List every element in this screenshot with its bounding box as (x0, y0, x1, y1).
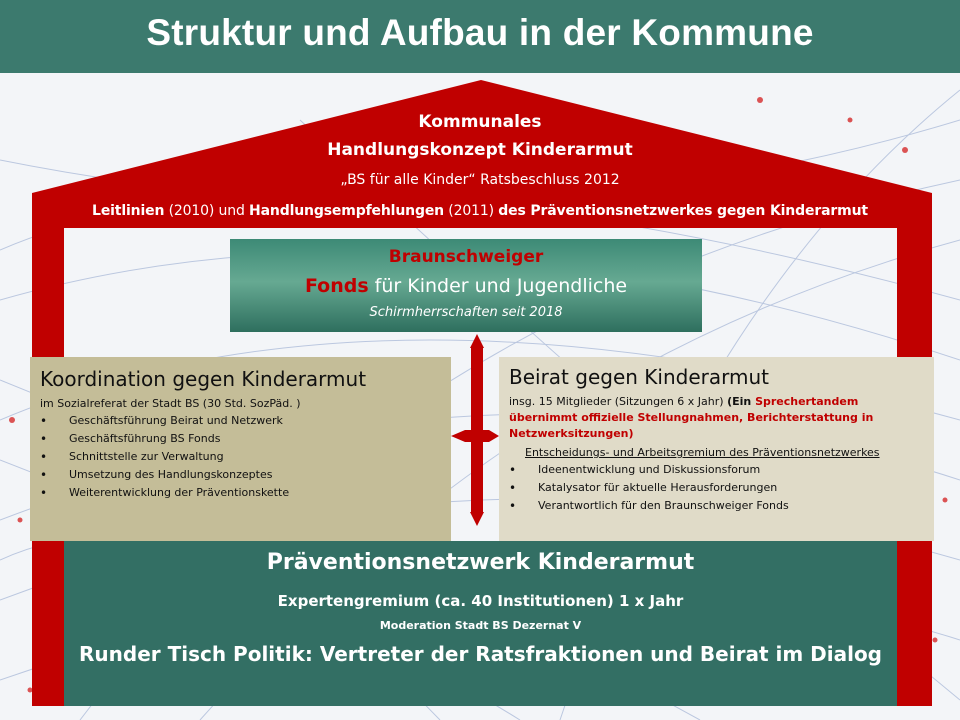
fonds-word: Fonds (304, 275, 369, 297)
list-item: • Katalysator für aktuelle Herausforderungen (509, 479, 789, 497)
list-item: • Verantwortlich für den Braunschweiger Fonds (509, 497, 789, 515)
page-title: Struktur und Aufbau in der Kommune (146, 11, 814, 53)
beirat-list (509, 461, 789, 515)
beirat-description (509, 394, 929, 442)
netzwerk-runder-tisch: Runder Tisch Politik: Vertreter der Ratsfraktionen und Beirat im Dialog (79, 642, 882, 666)
list-item: • Geschäftsführung Beirat und Netzwerk (40, 412, 289, 430)
band-year-2011: (2011) (444, 203, 499, 219)
list-item: • Umsetzung des Handlungskonzeptes (40, 466, 289, 484)
beirat-panel (499, 357, 934, 541)
koordination-panel (30, 357, 451, 541)
netzwerk-expertengremium: Expertengremium (ca. 40 Institutionen) 1 x Jahr (277, 592, 684, 610)
roof-subtitle: „BS für alle Kinder“ Ratsbeschluss 2012 (340, 172, 620, 188)
band-netzwerk: des Präventionsnetzwerkes gegen Kinderarmut (498, 203, 868, 219)
beirat-sprechertandem: Sprechertandem übernimmt offizielle Stellungnahmen, Berichterstattung in Netzwerksitzungen) (509, 395, 874, 440)
list-item: • Geschäftsführung BS Fonds (40, 430, 289, 448)
band-handlungsempfehlungen: Handlungsempfehlungen (249, 203, 444, 219)
roof-title-line-2: Handlungskonzept Kinderarmut (327, 140, 633, 160)
fonds-patronage: Schirmherrschaften seit 2018 (369, 305, 563, 320)
list-item: • Weiterentwicklung der Präventionskette (40, 484, 289, 502)
roof-title-line-1: Kommunales (418, 112, 542, 132)
fonds-title: Braunschweiger (388, 247, 544, 267)
koordination-list (40, 412, 289, 502)
fonds-target-group: für Kinder und Jugendliche (368, 275, 628, 297)
koordination-subtitle: im Sozialreferat der Stadt BS (30 Std. SozPäd. ) (40, 397, 301, 410)
beirat-members: insg. 15 Mitglieder (Sitzungen 6 x Jahr) (509, 395, 728, 408)
list-item: • Ideenentwicklung und Diskussionsforum (509, 461, 789, 479)
netzwerk-moderation: Moderation Stadt BS Dezernat V (379, 619, 582, 632)
beirat-bold-prefix: (Ein (727, 395, 756, 408)
beirat-gremium: Entscheidungs- und Arbeitsgremium des Präventionsnetzwerkes (525, 446, 880, 459)
netzwerk-title: Präventionsnetzwerk Kinderarmut (266, 550, 695, 575)
list-item: • Schnittstelle zur Verwaltung (40, 448, 289, 466)
band-year-2010: (2010) und (164, 203, 250, 219)
beirat-title: Beirat gegen Kinderarmut (509, 365, 769, 389)
koordination-title: Koordination gegen Kinderarmut (40, 367, 367, 391)
netzwerk-box (64, 541, 897, 706)
band-leitlinien: Leitlinien (92, 203, 165, 219)
